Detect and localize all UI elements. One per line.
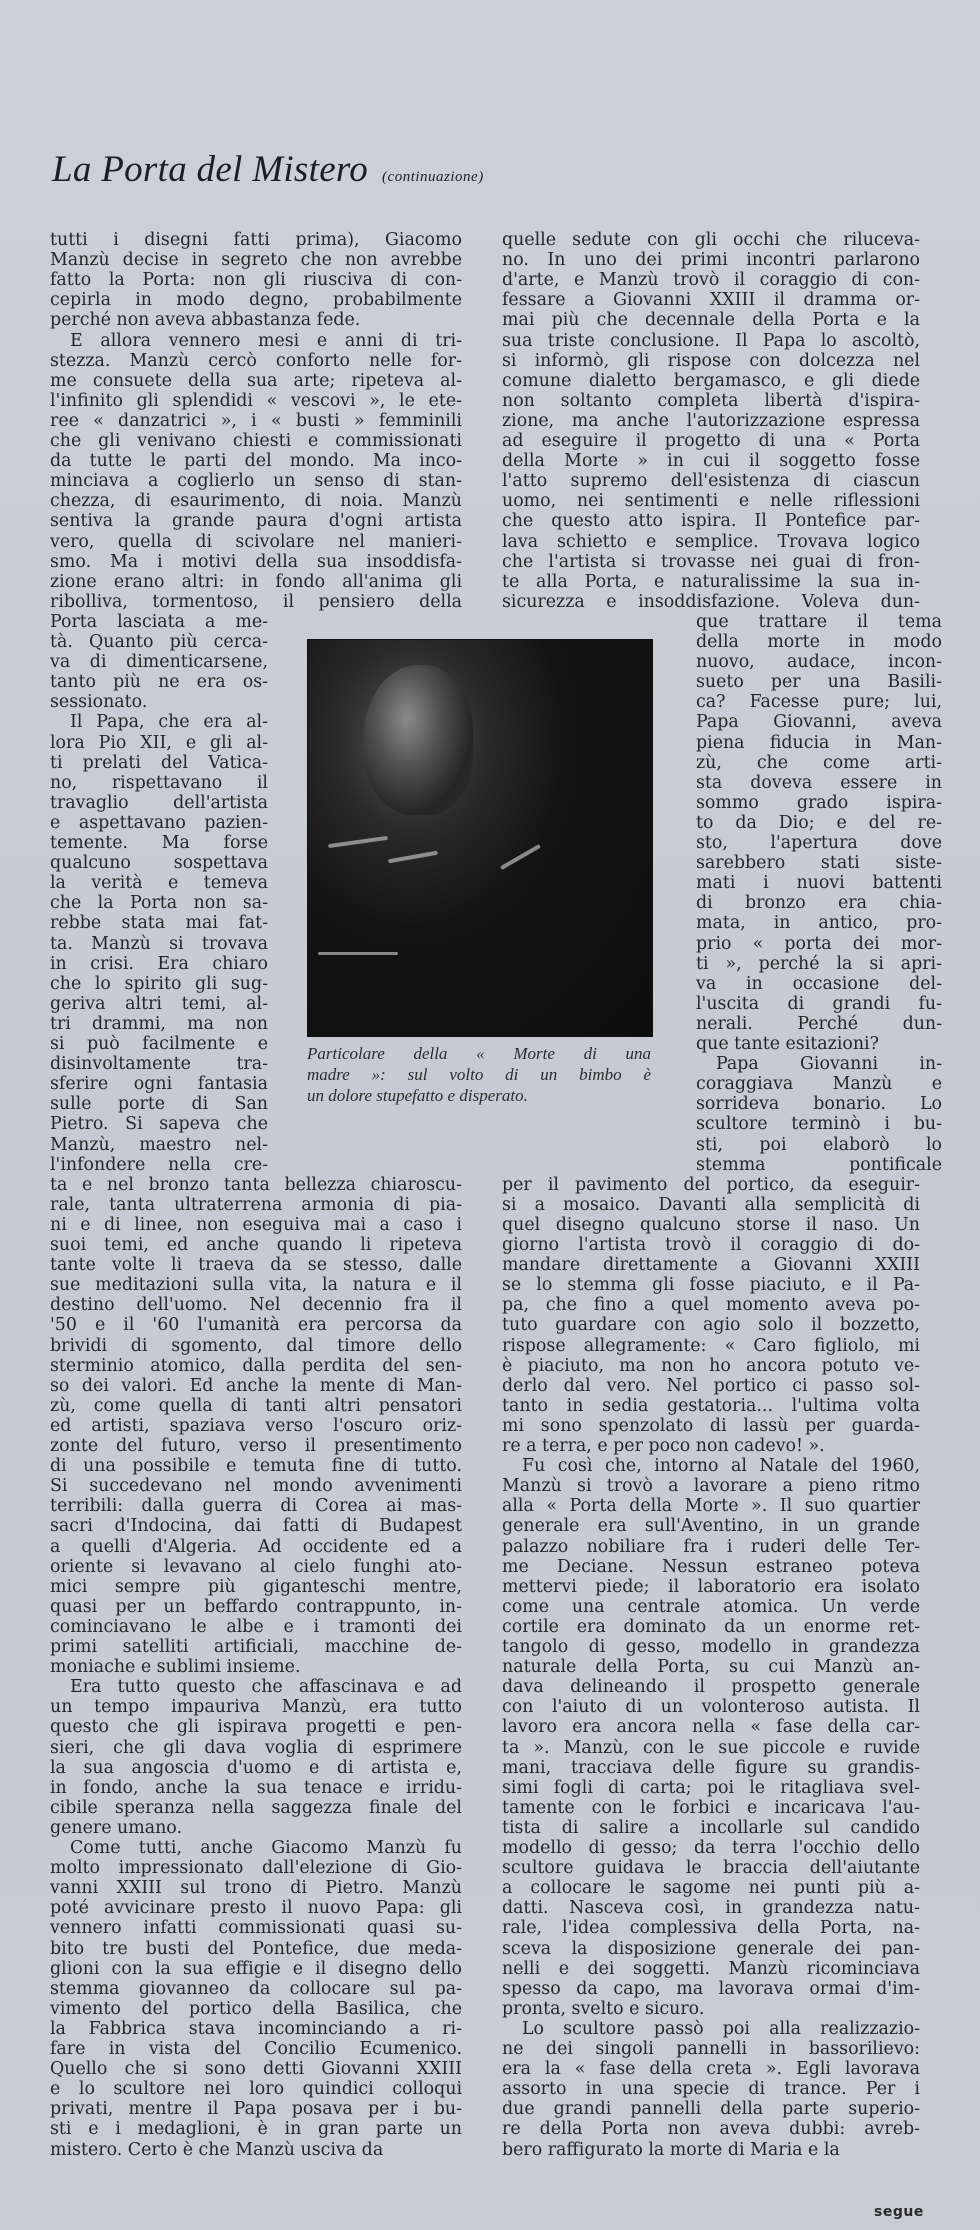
text-line: Il Papa, che era al- [70,712,268,733]
text-line: ta. Manzù si trovava [50,933,268,954]
text-line: sommo grado ispira- [696,792,942,813]
text-line: d'arte, e Manzù trovò il coraggio di con- [502,270,920,291]
text-line: prio « porta dei mor- [696,933,942,954]
text-line: minciava a coglierlo un senso di stan- [50,471,462,492]
text-line: sterminio atomico, dalla perdita del sen- [50,1355,462,1376]
text-line: naturale della Porta, su cui Manzù an- [502,1657,920,1678]
text-line: moniache e sublimi insieme. [50,1657,301,1678]
text-line: Lo scultore passò poi alla realizzazio- [522,2018,920,2039]
text-line: vero, quella di scivolare nel manieri- [50,531,462,552]
text-line: sieri, che gli dava voglia di esprimere [50,1737,462,1758]
text-line: mi sono spenzolato di lassù per guarda- [502,1415,920,1436]
text-line: smo. Ma i motivi della sua insoddisfa- [50,551,462,572]
relief-highlight [328,836,388,848]
text-line: comune dialetto bergamasco, e gli diede [502,370,920,391]
text-line: se lo stemma gli fosse piaciuto, e il Pa- [502,1275,920,1296]
text-line: geriva altri temi, al- [50,993,268,1014]
text-line: tante volte li traeva da se stesso, dalle [50,1255,462,1276]
text-line: poté avvicinare presto il nuovo Papa: gli [50,1898,462,1919]
text-line: palazzo nobiliare fra i ruderi delle Ter- [502,1536,920,1557]
text-line: si può facilmente e [50,1034,268,1054]
child-face-figure [363,665,473,815]
text-line: sceva la disposizione generale dei pan- [502,1938,920,1959]
photo-caption-line: un dolore stupefatto e disperato. [307,1086,528,1105]
text-line: ad eseguire il progetto di una « Porta [502,431,920,451]
text-line: rale, l'idea complessiva della Porta, na- [502,1918,920,1939]
text-line: disinvoltamente tra- [50,1054,268,1075]
text-line: era la « fase della creta ». Egli lavorava [502,2059,920,2080]
text-line: l'infinito gli splendidi « vescovi », le ete- [50,390,462,411]
title-subtitle: (continuazione) [382,169,484,185]
text-line: mati i nuovi battenti [696,873,942,894]
text-line: Manzù decise in segreto che non avrebbe [50,250,462,271]
text-line: brividi di sgomento, dal timore dello [50,1335,462,1356]
text-line: sue meditazioni sulla vita, la natura e il [50,1275,462,1296]
text-line: si informò, gli rispose con dolcezza nel [502,350,920,371]
text-line: simi fogli di carta; poi le ritagliava svel- [502,1777,920,1798]
text-line: Fu così che, intorno al Natale del 1960, [522,1456,920,1477]
text-line: che gli venivano chiesti e commissionati [50,431,462,451]
text-line: Papa Giovanni in- [716,1054,942,1075]
text-line: re della Porta non aveva dubbi: avreb- [502,2119,920,2140]
text-line: fessare a Giovanni XXIII il dramma or- [502,290,920,311]
text-line: temente. Ma forse [50,833,268,853]
text-line: chezza, di esaurimento, di noia. Manzù [50,491,462,512]
text-line: che la Porta non sa- [50,893,268,914]
photo-caption-line: madre »: sul volto di un bimbo è [307,1065,651,1084]
text-line: sti e i medaglioni, è in gran parte un [50,2119,462,2140]
text-line: scultore terminò i bu- [696,1114,942,1135]
text-line: cominciavano le albe e i tramonti dei [50,1616,462,1637]
text-line: derlo dal vero. Nel portico ci passo sol- [502,1375,920,1396]
text-line: glioni con la sua effigie e il disegno dello [50,1958,462,1979]
text-line: Quello che si sono detti Giovanni XXIII [50,2059,462,2080]
text-line: rale, tanta ultraterrena armonia di pia- [50,1194,462,1215]
text-line: questo che gli ispirava progetti e pen- [50,1717,462,1738]
text-line: a collocare le sagome nei punti più a- [502,1878,920,1899]
text-line: tanto in sedia gestatoria... l'ultima volta [502,1395,920,1416]
text-line: molto impressionato dall'elezione di Gio- [50,1858,462,1879]
text-line: di una possibile e temuta fine di tutto. [50,1456,462,1477]
text-line: che questo atto ispira. Il Pontefice par- [502,511,920,532]
text-line: sua triste conclusione. Il Papa lo ascoltò, [502,330,920,351]
text-line: ed artisti, spaziava verso l'oscuro oriz- [50,1415,462,1436]
text-line: oriente si levavano al cielo funghi ato- [50,1556,462,1577]
text-line: que tante esitazioni? [696,1034,879,1054]
text-line: alla « Porta della Morte ». Il suo quartier [502,1496,920,1517]
text-line: cibile speranza nella saggezza finale del [50,1797,462,1818]
text-line: da tutte le parti del mondo. Ma inco- [50,451,462,472]
continued-label: segue [874,2204,924,2220]
text-line: ne dei singoli pannelli in bassorilievo: [502,2039,920,2059]
text-line: Era tutto questo che affascinava e ad [70,1677,462,1698]
text-line: Porta lasciata a me- [50,611,268,632]
text-line: fare in vista del Concilio Ecumenico. [50,2039,462,2059]
relief-highlight [500,844,541,870]
text-line: travaglio dell'artista [50,792,268,813]
text-line: la verità e temeva [50,873,268,894]
text-line: la sua angoscia d'uomo e di artista e, [50,1757,462,1778]
text-line: ti », perché la si apri- [696,953,942,974]
text-line: rispose allegramente: « Caro figliolo, mi [502,1335,920,1356]
text-line: che lo spirito gli sug- [50,973,268,994]
text-line: tutti i disegni fatti prima), Giacomo [50,230,462,250]
text-line: so dei valori. Ed anche la mente di Man- [50,1375,462,1396]
text-line: sentiva la grande paura d'ogni artista [50,511,462,532]
text-line: no. In uno dei primi incontri parlarono [502,250,920,271]
text-line: lava schietto e semplice. Trovava logico [502,531,920,552]
text-line: cortile era dominato da un enorme ret- [502,1616,920,1637]
text-line: sarebbero stati siste- [696,853,942,874]
text-line: scultore guidava le braccia dell'aiutante [502,1858,920,1879]
text-line: ni e di linee, non eseguiva mai a caso i [50,1214,462,1235]
text-line: l'infondere nella cre- [50,1154,268,1175]
text-line: me Deciane. Nessun estraneo poteva [502,1556,920,1577]
text-line: sicurezza e insoddisfazione. Voleva dun- [502,591,920,612]
text-line: piena fiducia in Man- [696,732,942,753]
text-line: della Morte » in cui il soggetto fosse [502,451,920,472]
text-line: mici sempre più giganteschi mentre, [50,1576,462,1597]
text-line: '50 e il '60 l'umanità era percorsa da [50,1315,462,1336]
text-line: Manzù si trovò a lavorare a pieno ritmo [502,1476,920,1497]
text-line: zù, che come arti- [696,752,942,773]
text-line: sueto per una Basili- [696,672,942,693]
text-line: che l'artista si trovasse nei guai di fron- [502,551,920,572]
text-line: quel disegno qualcuno storse il naso. Un [502,1214,920,1235]
text-line: Come tutti, anche Giacomo Manzù fu [70,1838,462,1858]
text-line: vanni XXIII sul trono di Pietro. Manzù [50,1878,462,1899]
text-line: E allora vennero mesi e anni di tri- [70,330,462,351]
text-line: re a terra, e per poco non cadevo! ». [502,1436,825,1456]
text-line: quelle sedute con gli occhi che riluceva- [502,230,920,250]
article-title [52,148,484,191]
text-line: sorrideva bonario. Lo [696,1094,942,1115]
text-line: mata, in antico, pro- [696,913,942,934]
text-line: in fondo, anche la sua tenace e irridu- [50,1777,462,1798]
text-line: ribolliva, tormentoso, il pensiero della [50,591,462,612]
title-text: La Porta del Mistero [52,149,369,190]
text-line: sacri d'Indocina, dai fatti di Budapest [50,1516,462,1537]
text-line: assorto in una specie di trance. Per i [502,2079,920,2100]
text-line: destino dell'uomo. Nel decennio fra il [50,1295,462,1316]
text-line: quasi per un beffardo contrappunto, in- [50,1596,462,1617]
text-line: vimento del portico della Basilica, che [50,1998,462,2019]
text-line: mandare direttamente a Giovanni XXIII [502,1255,920,1276]
text-line: sessionato. [50,692,148,713]
text-line: lavoro era ancora nella « fase della car- [502,1717,920,1738]
text-line: bito tre busti del Pontefice, due meda- [50,1938,462,1959]
text-line: zù, come quella di tanti altri pensatori [50,1395,462,1416]
text-line: tri drammi, ma non [50,1013,268,1034]
text-line: ta e nel bronzo tanta bellezza chiaroscu- [50,1174,462,1195]
text-line: l'uscita di grandi fu- [696,993,942,1014]
text-line: per il pavimento del portico, da eseguir- [502,1174,920,1195]
text-line: stezza. Manzù cercò conforto nelle for- [50,350,462,371]
text-line: spesso da capo, ma lavorava ormai d'im- [502,1978,920,1999]
text-line: datti. Nasceva così, in grandezza natu- [502,1898,920,1919]
text-line: l'atto supremo dell'esistenza di ciascun [502,471,920,492]
text-line: tuto guardare con agio solo il bozzetto, [502,1315,920,1336]
text-line: privati, mentre il Papa posava per i bu- [50,2099,462,2120]
text-line: mistero. Certo è che Manzù usciva da [50,2139,384,2160]
text-line: rebbe stata mai fat- [50,913,268,934]
text-line: tamente con le forbici e incaricava l'au- [502,1797,920,1818]
text-line: sto, l'apertura dove [696,833,942,853]
text-line: to da Dio; e del re- [696,812,942,833]
text-line: giorno l'artista trovò il coraggio di do- [502,1235,920,1255]
text-line: vennero infatti commissionati quasi su- [50,1918,462,1939]
text-line: me consuete della sua arte; ripeteva al- [50,370,462,391]
text-line: pa, che fino a quel momento aveva po- [502,1295,920,1316]
text-line: genere umano. [50,1817,183,1838]
text-line: cepirla in modo degno, probabilmente [50,290,462,311]
relief-highlight [388,851,438,864]
text-line: pronta, svelto e sicuro. [502,1998,705,2019]
text-line: in crisi. Era chiaro [50,953,268,974]
text-line: generale era sull'Aventino, in un grande [502,1516,920,1537]
text-line: e lo scultore nei loro quindici colloqui [50,2079,462,2100]
text-line: ta ». Manzù, con le sue piccole e ruvide [502,1737,920,1758]
text-line: stemma giovanneo da collocare sul pa- [50,1978,462,1999]
text-line: come una centrale atomica. Un verde [502,1596,920,1617]
text-line: è piaciuto, ma non ho ancora potuto ve- [502,1355,920,1376]
text-line: un tempo impauriva Manzù, era tutto [50,1697,462,1718]
text-line: nuovo, audace, incon- [696,652,942,673]
photo-caption-line: Particolare della « Morte di una [307,1044,651,1063]
text-line: ti prelati del Vatica- [50,752,268,773]
text-line: mani, tracciava delle figure su grandis- [502,1757,920,1778]
text-line: tista di salire a incollarle sul candido [502,1817,920,1838]
text-line: dava delineando il prospetto generale [502,1677,920,1698]
text-line: Pietro. Si sapeva che [50,1114,268,1135]
text-line: fatto la Porta: non gli riusciva di con- [50,270,462,291]
text-line: zione erano altri: in fondo all'anima gli [50,571,462,592]
text-line: va in occasione del- [696,973,942,994]
text-line: zione, ma anche l'autorizzazione espressa [502,410,920,431]
text-line: que trattare il tema [696,611,942,632]
text-line: non soltanto completa libertà d'ispira- [502,390,920,411]
text-line: terribili: dalla guerra di Corea ai mas- [50,1496,462,1517]
text-line: va di dimenticarsene, [50,652,268,673]
text-line: tanto più ne era os- [50,672,268,693]
text-line: mettervi piede; il laboratorio era isolato [502,1576,920,1597]
relief-photo [307,639,653,1037]
text-line: con l'aiuto di un volonteroso autista. Il [502,1697,920,1718]
text-line: stemma pontificale [696,1154,942,1175]
text-line: modello di gesso; da terra l'occhio dello [502,1838,920,1858]
text-line: te alla Porta, e naturalissime la sua in- [502,571,920,592]
text-line: della morte in modo [696,632,942,652]
text-line: due grandi pannelli della parte superio- [502,2099,920,2120]
text-line: lora Pio XII, e gli al- [50,732,268,753]
text-line: Papa Giovanni, aveva [696,712,942,733]
text-line: sulle porte di San [50,1094,268,1115]
text-line: tà. Quanto più cerca- [50,632,268,652]
text-line: primi satelliti artificiali, macchine de- [50,1637,462,1657]
text-line: nerali. Perché dun- [696,1013,942,1034]
text-line: Manzù, maestro nel- [50,1134,268,1155]
text-line: mai più che decennale della Porta e la [502,310,920,331]
text-line: tangolo di gesso, modello in grandezza [502,1637,920,1657]
text-line: ree « danzatrici », i « busti » femminili [50,410,462,431]
text-line: suoi temi, ed anche quando li ripeteva [50,1235,462,1255]
text-line: Si succedevano nel mondo avvenimenti [50,1476,462,1497]
text-line: e aspettavano pazien- [50,812,268,833]
text-line: uomo, nei sentimenti e nelle riflessioni [502,491,920,512]
text-line: nelli e dei soggetti. Manzù ricominciava [502,1958,920,1979]
text-line: coraggiava Manzù e [696,1074,942,1095]
relief-highlight [318,952,398,955]
text-line: a quelli d'Algeria. Ad occidente ed a [50,1536,462,1557]
text-line: perché non aveva abbastanza fede. [50,310,361,331]
text-line: sti, poi elaborò lo [696,1134,942,1155]
text-line: zonte del futuro, verso il presentimento [50,1436,462,1456]
text-line: la Fabbrica stava incominciando a ri- [50,2018,462,2039]
text-line: di bronzo era chia- [696,893,942,914]
text-line: qualcuno sospettava [50,853,268,874]
text-line: bero raffigurato la morte di Maria e la [502,2139,840,2160]
text-line: sferire ogni fantasia [50,1074,268,1095]
text-line: no, rispettavano il [50,772,268,793]
text-line: si a mosaico. Davanti alla semplicità di [502,1194,920,1215]
text-line: ca? Facesse pure; lui, [696,692,942,713]
text-line: sta doveva essere in [696,772,942,793]
